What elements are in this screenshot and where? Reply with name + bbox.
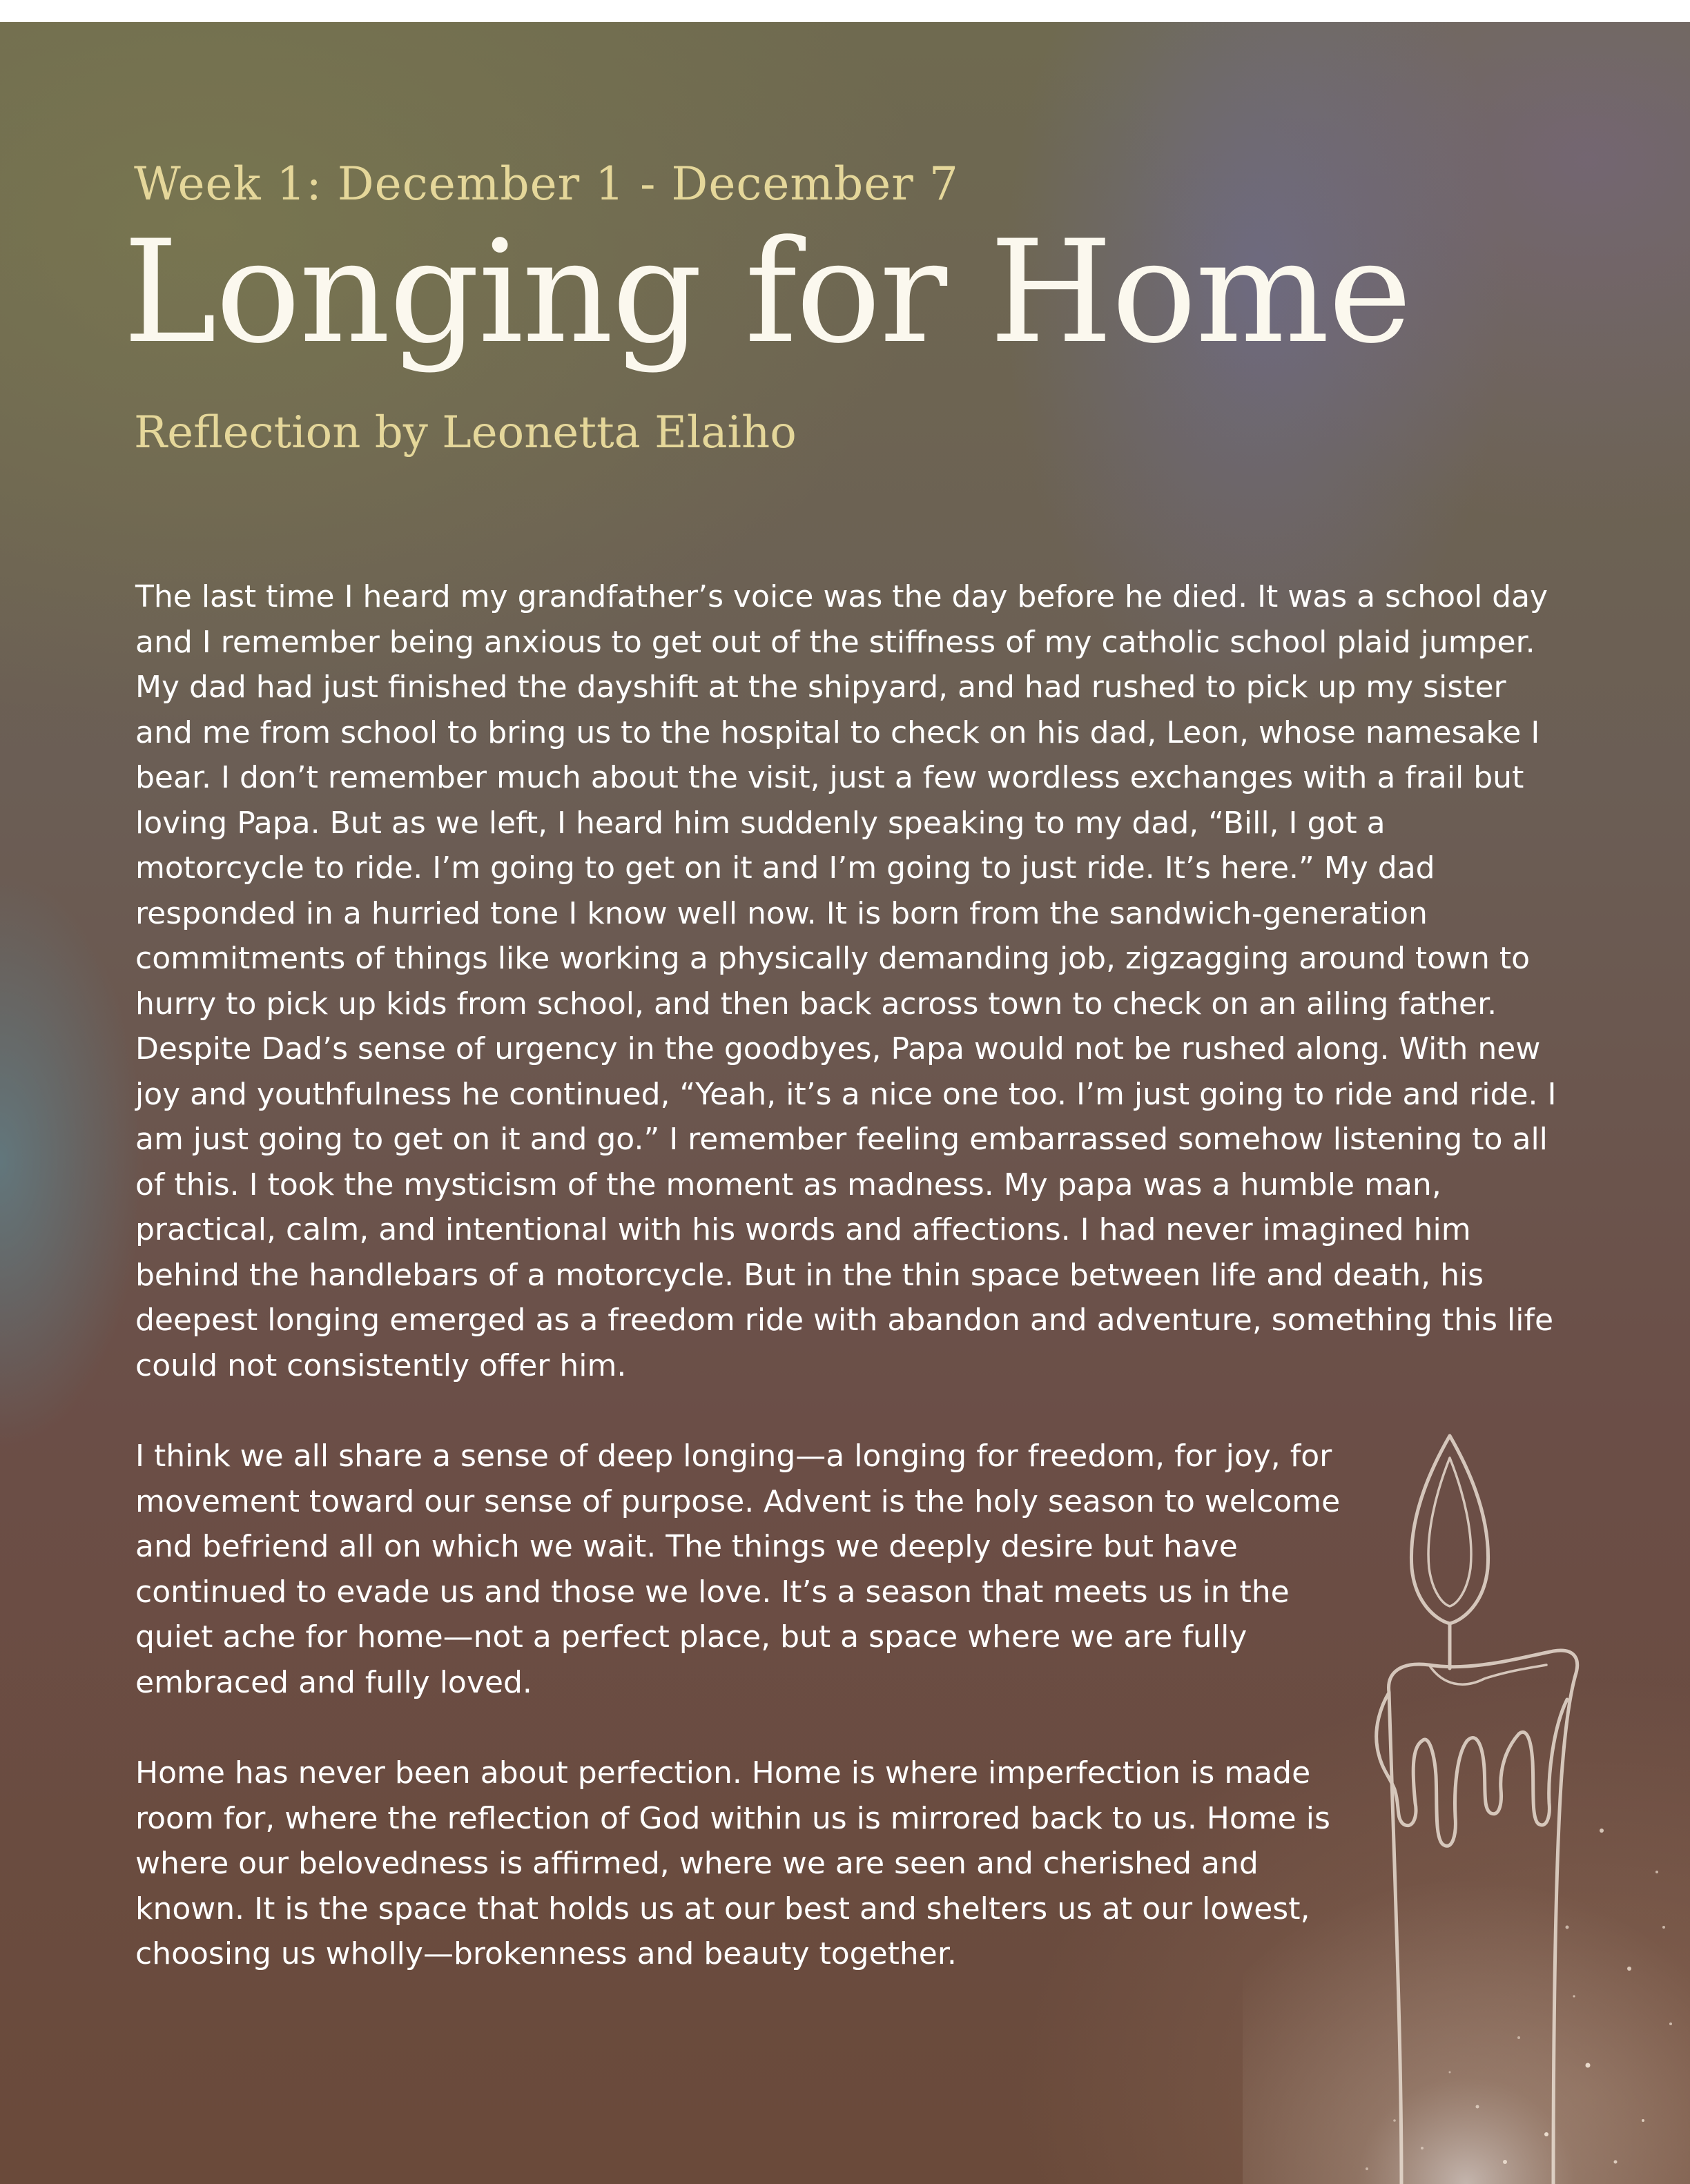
week-label: Week 1: December 1 - December 7 <box>134 157 959 211</box>
reflection-body <box>135 574 1557 2022</box>
paragraph-3: Home has never been about perfection. Home is where imperfection is made room for, where the reflection of God within us is mirrored back to us. Home is where our belovedness is affirmed, where we are seen and cherished and known. It is the space that holds us at our best and shelters us at our lowest, choosing us wholly—brokenness and beauty together. <box>135 1755 1330 1971</box>
page-background <box>0 22 1690 2184</box>
byline: Reflection by Leonetta Elaiho <box>134 407 797 458</box>
paragraph-2: I think we all share a sense of deep longing—a longing for freedom, for joy, for movement toward our sense of purpose. Advent is the holy season to welcome and befriend all on which we wait. The things we deeply desire but have continued to evade us and those we love. It’s a season that meets us in the quiet ache for home—not a perfect place, but a space where we are fully embraced and fully loved. <box>135 1439 1341 1700</box>
paragraph-1: The last time I heard my grandfather’s voice was the day before he died. It was a school day and I remember being anxious to get out of the stiffness of my catholic school plaid jumper. My dad had just finished the dayshift at the shipyard, and had rushed to pick up my sister and me from school to bring us to the hospital to check on his dad, Leon, whose namesake I bear. I don’t remember much about the visit, just a few wordless exchanges with a frail but loving Papa. But as we left, I heard him suddenly speaking to my dad, “Bill, I got a motorcycle to ride. I’m going to get on it and I’m going to just ride. It’s here.” My dad responded in a hurried tone I know well now. It is born from the sandwich-generation commitments of things like working a physically demanding job, zigzagging around town to hurry to pick up kids from school, and then back across town to check on an ailing father. Despite Dad’s sense of urgency in the goodbyes, Papa would not be rushed along. With new joy and youthfulness he continued, “Yeah, it’s a nice one too. I’m just going to ride and ride. I am just going to get on it and go.” I remember feeling embarrassed somehow listening to all of this. I took the mysticism of the moment as madness. My papa was a humble man, practical, calm, and intentional with his words and affections. I had never imagined him behind the handlebars of a motorcycle. But in the thin space between life and death, his deepest longing emerged as a freedom ride with abandon and adventure, something this life could not consistently offer him. <box>135 579 1557 1383</box>
page-title: Longing for Home <box>123 211 1411 375</box>
